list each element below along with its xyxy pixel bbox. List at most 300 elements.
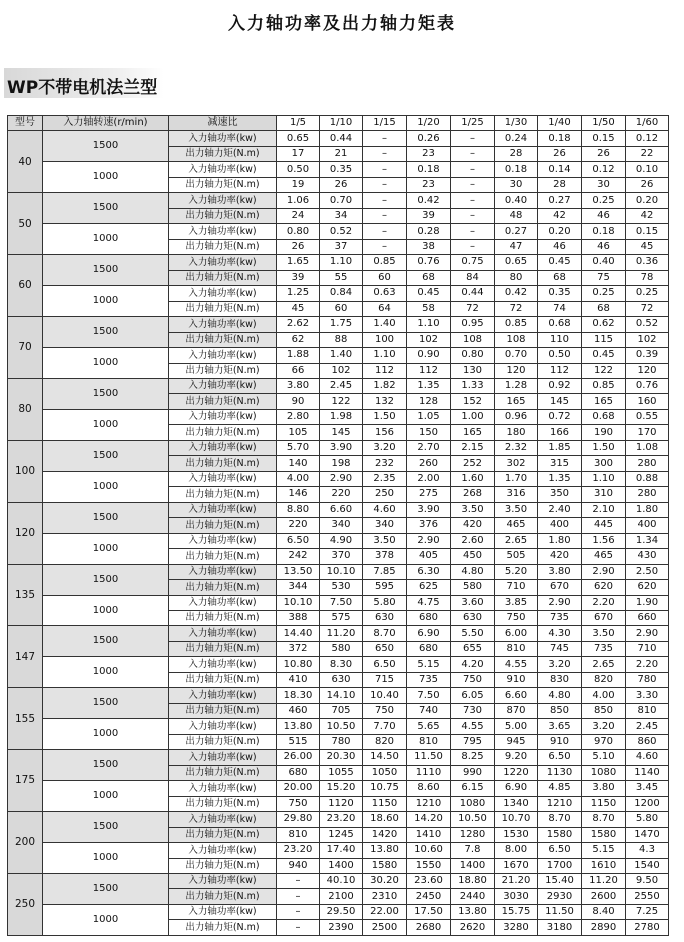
torque-value: 595 — [363, 580, 407, 595]
torque-value: 84 — [451, 270, 495, 285]
power-value: 2.32 — [495, 440, 538, 455]
power-value: 10.75 — [363, 781, 407, 796]
output-torque-label: 出力轴力矩(N.m) — [169, 796, 277, 811]
power-value: 2.62 — [277, 317, 320, 332]
torque-value: 400 — [626, 518, 669, 533]
power-value: 11.50 — [407, 750, 451, 765]
torque-value: 232 — [363, 456, 407, 471]
torque-value: 750 — [495, 611, 538, 626]
torque-value: 302 — [495, 456, 538, 471]
input-power-label: 入力轴功率(kw) — [169, 843, 277, 858]
power-value: – — [363, 224, 407, 239]
power-value: 0.39 — [626, 348, 669, 363]
output-torque-label: 出力轴力矩(N.m) — [169, 549, 277, 564]
torque-value: 370 — [320, 549, 363, 564]
torque-value: 630 — [320, 672, 363, 687]
torque-value: 21 — [320, 146, 363, 161]
torque-value: 198 — [320, 456, 363, 471]
power-value: 0.42 — [407, 193, 451, 208]
torque-value: 72 — [495, 301, 538, 316]
power-value: 5.15 — [407, 657, 451, 672]
torque-value: 1120 — [320, 796, 363, 811]
torque-value: 850 — [582, 703, 626, 718]
model-cell: 50 — [8, 193, 43, 255]
torque-value: 820 — [582, 672, 626, 687]
power-value: 1.33 — [451, 378, 495, 393]
output-torque-label: 出力轴力矩(N.m) — [169, 734, 277, 749]
power-value: 5.50 — [451, 626, 495, 641]
power-value: 1.70 — [495, 471, 538, 486]
torque-value: 1150 — [363, 796, 407, 811]
torque-value: 710 — [626, 641, 669, 656]
power-value: 1.50 — [582, 440, 626, 455]
torque-value: 620 — [582, 580, 626, 595]
torque-value: 2930 — [538, 889, 582, 904]
torque-value: 23 — [407, 177, 451, 192]
power-value: – — [451, 131, 495, 146]
torque-value: 735 — [407, 672, 451, 687]
torque-value: 72 — [626, 301, 669, 316]
input-power-label: 入力轴功率(kw) — [169, 471, 277, 486]
torque-value: 2450 — [407, 889, 451, 904]
input-speed-cell: 1500 — [43, 440, 169, 471]
power-value: 1.28 — [495, 378, 538, 393]
table-row — [8, 409, 669, 424]
torque-value: 1580 — [538, 827, 582, 842]
input-power-label: 入力轴功率(kw) — [169, 378, 277, 393]
torque-value: 2600 — [582, 889, 626, 904]
torque-value: 250 — [363, 487, 407, 502]
torque-value: 630 — [451, 611, 495, 626]
input-speed-cell: 1000 — [43, 348, 169, 379]
power-value: 3.30 — [626, 688, 669, 703]
torque-value: – — [363, 146, 407, 161]
torque-value: 66 — [277, 363, 320, 378]
torque-value: 122 — [320, 394, 363, 409]
power-value: 2.65 — [582, 657, 626, 672]
torque-value: 46 — [582, 239, 626, 254]
power-value: 7.25 — [626, 904, 669, 919]
torque-value: 39 — [277, 270, 320, 285]
torque-value: 110 — [538, 332, 582, 347]
torque-value: 1210 — [407, 796, 451, 811]
torque-value: 75 — [582, 270, 626, 285]
input-speed-cell: 1000 — [43, 286, 169, 317]
torque-value: 350 — [538, 487, 582, 502]
torque-value: 780 — [320, 734, 363, 749]
power-value: 1.80 — [538, 533, 582, 548]
torque-value: 146 — [277, 487, 320, 502]
power-value: 1.10 — [407, 317, 451, 332]
input-power-label: 入力轴功率(kw) — [169, 286, 277, 301]
power-value: 0.44 — [451, 286, 495, 301]
torque-value: 46 — [538, 239, 582, 254]
power-value: – — [363, 162, 407, 177]
torque-value: 64 — [363, 301, 407, 316]
power-value: 0.18 — [495, 162, 538, 177]
power-value: 22.00 — [363, 904, 407, 919]
torque-value: 100 — [363, 332, 407, 347]
power-value: 6.60 — [495, 688, 538, 703]
torque-value: 580 — [320, 641, 363, 656]
power-value: 4.80 — [451, 564, 495, 579]
power-value: 0.80 — [451, 348, 495, 363]
power-value: 0.10 — [626, 162, 669, 177]
power-value: 15.40 — [538, 873, 582, 888]
power-value: – — [363, 193, 407, 208]
power-value: 4.75 — [407, 595, 451, 610]
torque-value: 1340 — [495, 796, 538, 811]
power-value: 4.85 — [538, 781, 582, 796]
power-value: 5.20 — [495, 564, 538, 579]
table-row — [8, 317, 669, 332]
power-value: 0.35 — [538, 286, 582, 301]
torque-value: 37 — [320, 239, 363, 254]
power-value: 23.60 — [407, 873, 451, 888]
torque-value: 1200 — [626, 796, 669, 811]
torque-value: 1610 — [582, 858, 626, 873]
power-value: 6.30 — [407, 564, 451, 579]
torque-value: 55 — [320, 270, 363, 285]
torque-value: 740 — [407, 703, 451, 718]
torque-value: 166 — [538, 425, 582, 440]
power-value: 0.52 — [320, 224, 363, 239]
header-ratio: 减速比 — [169, 116, 277, 131]
torque-value: 2680 — [407, 920, 451, 935]
power-value: 2.15 — [451, 440, 495, 455]
table-row — [8, 471, 669, 486]
power-value: 2.70 — [407, 440, 451, 455]
torque-value: 465 — [495, 518, 538, 533]
power-value: 0.68 — [582, 409, 626, 424]
power-value: 8.25 — [451, 750, 495, 765]
torque-value: 128 — [407, 394, 451, 409]
torque-value: 300 — [582, 456, 626, 471]
torque-value: – — [451, 177, 495, 192]
torque-value: 152 — [451, 394, 495, 409]
power-value: 2.00 — [407, 471, 451, 486]
power-value: 0.12 — [626, 131, 669, 146]
torque-value: 38 — [407, 239, 451, 254]
power-value: 0.76 — [407, 255, 451, 270]
power-value: 0.76 — [626, 378, 669, 393]
model-cell: 80 — [8, 378, 43, 440]
torque-value: 42 — [538, 208, 582, 223]
output-torque-label: 出力轴力矩(N.m) — [169, 672, 277, 687]
torque-value: 1080 — [451, 796, 495, 811]
power-value: 40.10 — [320, 873, 363, 888]
power-value: 1.40 — [320, 348, 363, 363]
power-value: 1.35 — [538, 471, 582, 486]
torque-value: – — [451, 146, 495, 161]
torque-value: 30 — [582, 177, 626, 192]
power-value: 0.27 — [495, 224, 538, 239]
header-ratio-value: 1/40 — [538, 116, 582, 131]
torque-value: 280 — [626, 487, 669, 502]
torque-value: 420 — [538, 549, 582, 564]
power-value: 13.80 — [363, 843, 407, 858]
output-torque-label: 出力轴力矩(N.m) — [169, 425, 277, 440]
input-power-label: 入力轴功率(kw) — [169, 162, 277, 177]
torque-value: 750 — [363, 703, 407, 718]
power-value: 6.15 — [451, 781, 495, 796]
torque-value: 102 — [320, 363, 363, 378]
power-value: 0.85 — [582, 378, 626, 393]
torque-value: 795 — [451, 734, 495, 749]
torque-value: 710 — [495, 580, 538, 595]
output-torque-label: 出力轴力矩(N.m) — [169, 270, 277, 285]
power-value: 4.55 — [495, 657, 538, 672]
torque-value: 705 — [320, 703, 363, 718]
input-power-label: 入力轴功率(kw) — [169, 440, 277, 455]
torque-value: 430 — [626, 549, 669, 564]
torque-value: 625 — [407, 580, 451, 595]
torque-value: 376 — [407, 518, 451, 533]
torque-value: 2550 — [626, 889, 669, 904]
torque-value: 1055 — [320, 765, 363, 780]
torque-value: 252 — [451, 456, 495, 471]
input-speed-cell: 1500 — [43, 564, 169, 595]
torque-value: 515 — [277, 734, 320, 749]
torque-value: 1130 — [538, 765, 582, 780]
input-power-label: 入力轴功率(kw) — [169, 224, 277, 239]
output-torque-label: 出力轴力矩(N.m) — [169, 858, 277, 873]
torque-value: 715 — [363, 672, 407, 687]
power-value: 0.18 — [538, 131, 582, 146]
torque-value: 1530 — [495, 827, 538, 842]
power-value: 8.00 — [495, 843, 538, 858]
power-value: – — [451, 193, 495, 208]
power-value: 1.40 — [363, 317, 407, 332]
power-value: 0.24 — [495, 131, 538, 146]
input-power-label: 入力轴功率(kw) — [169, 688, 277, 703]
power-value: 1.88 — [277, 348, 320, 363]
page-title: 入力轴功率及出力轴力矩表 — [228, 14, 456, 34]
output-torque-label: 出力轴力矩(N.m) — [169, 765, 277, 780]
power-value: 0.68 — [538, 317, 582, 332]
torque-value: 130 — [451, 363, 495, 378]
power-value: 11.20 — [582, 873, 626, 888]
torque-value: 23 — [407, 146, 451, 161]
input-power-label: 入力轴功率(kw) — [169, 595, 277, 610]
power-value: 2.20 — [626, 657, 669, 672]
torque-value: 945 — [495, 734, 538, 749]
torque-value: 990 — [451, 765, 495, 780]
torque-value: 810 — [277, 827, 320, 842]
torque-value: 400 — [538, 518, 582, 533]
output-torque-label: 出力轴力矩(N.m) — [169, 641, 277, 656]
power-value: 2.35 — [363, 471, 407, 486]
power-value: 0.80 — [277, 224, 320, 239]
section-title: WP不带电机法兰型 — [7, 78, 158, 98]
power-value: 29.80 — [277, 812, 320, 827]
torque-value: 388 — [277, 611, 320, 626]
header-ratio-value: 1/15 — [363, 116, 407, 131]
power-value: 0.18 — [582, 224, 626, 239]
table-row — [8, 750, 669, 765]
power-value: 8.80 — [277, 502, 320, 517]
table-row — [8, 626, 669, 641]
table-row — [8, 131, 669, 146]
torque-value: 160 — [626, 394, 669, 409]
torque-value: 2500 — [363, 920, 407, 935]
torque-value: 108 — [451, 332, 495, 347]
input-speed-cell: 1000 — [43, 904, 169, 935]
power-value: 0.85 — [495, 317, 538, 332]
power-value: 10.10 — [320, 564, 363, 579]
power-value: 30.20 — [363, 873, 407, 888]
power-value: 14.50 — [363, 750, 407, 765]
torque-value: 24 — [277, 208, 320, 223]
header-model: 型号 — [8, 116, 43, 131]
model-cell: 175 — [8, 750, 43, 812]
power-value: 1.65 — [277, 255, 320, 270]
power-value: 0.18 — [407, 162, 451, 177]
power-value: 0.85 — [363, 255, 407, 270]
input-speed-cell: 1000 — [43, 719, 169, 750]
torque-value: 1700 — [538, 858, 582, 873]
torque-value: 48 — [495, 208, 538, 223]
header-ratio-value: 1/5 — [277, 116, 320, 131]
power-value: 0.65 — [277, 131, 320, 146]
torque-value: 420 — [451, 518, 495, 533]
power-value: 4.55 — [451, 719, 495, 734]
power-value: 1.98 — [320, 409, 363, 424]
table-header-row — [8, 116, 669, 131]
torque-value: 220 — [277, 518, 320, 533]
torque-value: 405 — [407, 549, 451, 564]
power-value: 14.20 — [407, 812, 451, 827]
power-value: 13.50 — [277, 564, 320, 579]
torque-value: 575 — [320, 611, 363, 626]
input-power-label: 入力轴功率(kw) — [169, 131, 277, 146]
torque-value: 735 — [538, 611, 582, 626]
power-value: 29.50 — [320, 904, 363, 919]
torque-value: 735 — [582, 641, 626, 656]
input-speed-cell: 1500 — [43, 812, 169, 843]
table-row — [8, 255, 669, 270]
power-value: 14.10 — [320, 688, 363, 703]
torque-value: 17 — [277, 146, 320, 161]
power-torque-table — [7, 115, 669, 936]
torque-value: 68 — [582, 301, 626, 316]
power-value: 1.35 — [407, 378, 451, 393]
torque-value: 2100 — [320, 889, 363, 904]
power-value: 7.50 — [407, 688, 451, 703]
power-value: 0.27 — [538, 193, 582, 208]
power-value: 13.80 — [451, 904, 495, 919]
power-value: 5.15 — [582, 843, 626, 858]
torque-value: – — [451, 208, 495, 223]
torque-value: 460 — [277, 703, 320, 718]
torque-value: 170 — [626, 425, 669, 440]
input-speed-cell: 1000 — [43, 471, 169, 502]
power-value: 7.8 — [451, 843, 495, 858]
torque-value: 410 — [277, 672, 320, 687]
torque-value: 1220 — [495, 765, 538, 780]
power-value: 2.45 — [626, 719, 669, 734]
torque-value: 145 — [538, 394, 582, 409]
model-cell: 60 — [8, 255, 43, 317]
power-value: 10.10 — [277, 595, 320, 610]
table-row — [8, 162, 669, 177]
power-value: 0.20 — [626, 193, 669, 208]
power-value: – — [363, 131, 407, 146]
torque-value: 26 — [626, 177, 669, 192]
output-torque-label: 出力轴力矩(N.m) — [169, 456, 277, 471]
torque-value: 112 — [363, 363, 407, 378]
power-value: 8.30 — [320, 657, 363, 672]
torque-value: 78 — [626, 270, 669, 285]
torque-value: 39 — [407, 208, 451, 223]
power-value: 3.90 — [320, 440, 363, 455]
power-value: 5.65 — [407, 719, 451, 734]
power-value: 9.20 — [495, 750, 538, 765]
power-value: 0.50 — [538, 348, 582, 363]
torque-value: 1670 — [495, 858, 538, 873]
power-value: 0.52 — [626, 317, 669, 332]
power-value: 10.70 — [495, 812, 538, 827]
torque-value: 120 — [495, 363, 538, 378]
torque-value: 750 — [277, 796, 320, 811]
table-row — [8, 719, 669, 734]
power-value: 2.40 — [538, 502, 582, 517]
torque-value: – — [451, 239, 495, 254]
power-value: 4.90 — [320, 533, 363, 548]
torque-value: 60 — [363, 270, 407, 285]
power-value: 3.80 — [277, 378, 320, 393]
torque-value: 220 — [320, 487, 363, 502]
output-torque-label: 出力轴力矩(N.m) — [169, 177, 277, 192]
power-value: 3.50 — [363, 533, 407, 548]
input-speed-cell: 1500 — [43, 626, 169, 657]
torque-value: 1245 — [320, 827, 363, 842]
power-value: 0.14 — [538, 162, 582, 177]
power-value: 6.90 — [407, 626, 451, 641]
power-value: 9.50 — [626, 873, 669, 888]
torque-value: 140 — [277, 456, 320, 471]
torque-value: 810 — [495, 641, 538, 656]
power-value: 1.90 — [626, 595, 669, 610]
torque-value: 28 — [495, 146, 538, 161]
output-torque-label: 出力轴力矩(N.m) — [169, 611, 277, 626]
torque-value: 465 — [582, 549, 626, 564]
torque-value: 112 — [407, 363, 451, 378]
power-value: 3.20 — [582, 719, 626, 734]
torque-value: 165 — [495, 394, 538, 409]
torque-value: 1410 — [407, 827, 451, 842]
torque-value: 1470 — [626, 827, 669, 842]
power-value: 0.75 — [451, 255, 495, 270]
torque-value: 268 — [451, 487, 495, 502]
table-row — [8, 193, 669, 208]
model-cell: 120 — [8, 502, 43, 564]
power-value: 2.45 — [320, 378, 363, 393]
torque-value: 2390 — [320, 920, 363, 935]
torque-value: 530 — [320, 580, 363, 595]
torque-value: 2780 — [626, 920, 669, 935]
torque-value: 372 — [277, 641, 320, 656]
input-speed-cell: 1500 — [43, 873, 169, 904]
torque-value: 850 — [538, 703, 582, 718]
power-value: 6.00 — [495, 626, 538, 641]
torque-value: 1150 — [582, 796, 626, 811]
torque-value: 26 — [320, 177, 363, 192]
header-ratio-value: 1/60 — [626, 116, 669, 131]
power-value: 2.90 — [626, 626, 669, 641]
torque-value: 62 — [277, 332, 320, 347]
input-speed-cell: 1500 — [43, 378, 169, 409]
